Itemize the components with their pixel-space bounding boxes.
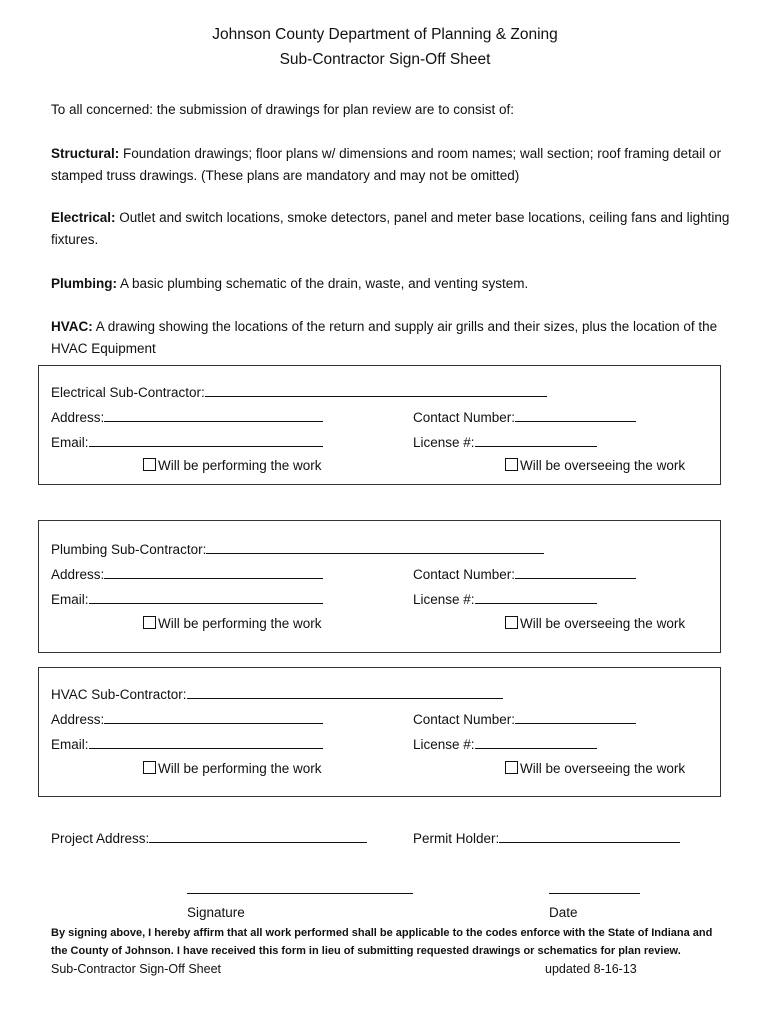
license-label: License #: xyxy=(413,737,475,752)
contact-blank[interactable] xyxy=(515,566,636,579)
overseeing-checkbox[interactable] xyxy=(505,761,518,774)
overseeing-checkbox[interactable] xyxy=(505,616,518,629)
address-blank[interactable] xyxy=(104,566,323,579)
email-blank[interactable] xyxy=(89,434,323,447)
license-blank[interactable] xyxy=(475,434,597,447)
contact-number-field[interactable] xyxy=(413,566,636,582)
email-field[interactable] xyxy=(51,736,323,752)
footer-updated: updated 8-16-13 xyxy=(545,962,637,976)
performing-label: Will be performing the work xyxy=(158,616,322,631)
license-blank[interactable] xyxy=(475,591,597,604)
requirement-plumbing xyxy=(51,273,731,295)
project-address-label: Project Address: xyxy=(51,831,150,846)
contact-label: Contact Number: xyxy=(413,712,516,727)
subcontractor-blank[interactable] xyxy=(205,384,547,397)
subcontractor-label: HVAC Sub-Contractor: xyxy=(51,687,187,702)
footer-form-name: Sub-Contractor Sign-Off Sheet xyxy=(51,962,221,976)
overseeing-label: Will be overseeing the work xyxy=(520,458,686,473)
address-blank[interactable] xyxy=(104,711,323,724)
signature-line[interactable] xyxy=(187,893,413,894)
performing-option[interactable] xyxy=(143,458,322,473)
contact-label: Contact Number: xyxy=(413,567,516,582)
email-label: Email: xyxy=(51,592,89,607)
subcontractor-label: Electrical Sub-Contractor: xyxy=(51,385,205,400)
license-field[interactable] xyxy=(413,434,597,450)
requirement-hvac xyxy=(51,316,731,360)
requirement-label: Electrical: xyxy=(51,210,116,225)
requirement-label: Structural: xyxy=(51,146,120,161)
performing-label: Will be performing the work xyxy=(158,458,322,473)
project-address-blank[interactable] xyxy=(149,830,367,843)
license-blank[interactable] xyxy=(475,736,597,749)
email-blank[interactable] xyxy=(89,736,323,749)
address-blank[interactable] xyxy=(104,409,323,422)
performing-checkbox[interactable] xyxy=(143,761,156,774)
date-line[interactable] xyxy=(549,893,640,894)
requirement-label: HVAC: xyxy=(51,319,93,334)
permit-holder-field[interactable] xyxy=(413,830,680,846)
permit-holder-label: Permit Holder: xyxy=(413,831,500,846)
performing-option[interactable] xyxy=(143,761,322,776)
address-field[interactable] xyxy=(51,566,323,582)
hvac-subcontractor-box xyxy=(38,667,721,797)
requirement-label: Plumbing: xyxy=(51,276,117,291)
electrical-subcontractor-box xyxy=(38,365,721,485)
email-label: Email: xyxy=(51,737,89,752)
requirement-text: Outlet and switch locations, smoke detectors, panel and meter base locations, ceiling fans and lighting fixtures. xyxy=(51,210,730,247)
performing-label: Will be performing the work xyxy=(158,761,322,776)
overseeing-option[interactable] xyxy=(505,458,685,473)
overseeing-label: Will be overseeing the work xyxy=(520,761,686,776)
title-line-1: Johnson County Department of Planning & Zoning xyxy=(212,26,558,43)
contact-blank[interactable] xyxy=(515,409,636,422)
address-label: Address: xyxy=(51,410,105,425)
subcontractor-label: Plumbing Sub-Contractor: xyxy=(51,542,207,557)
performing-option[interactable] xyxy=(143,616,322,631)
signature-label: Signature xyxy=(187,905,245,920)
requirement-text: A drawing showing the locations of the return and supply air grills and their sizes, plus the location of the HVAC Equipment xyxy=(51,319,718,356)
license-label: License #: xyxy=(413,592,475,607)
requirement-structural xyxy=(51,143,731,187)
overseeing-checkbox[interactable] xyxy=(505,458,518,471)
overseeing-option[interactable] xyxy=(505,761,685,776)
plumbing-subcontractor-field[interactable] xyxy=(51,541,544,557)
title-line-2: Sub-Contractor Sign-Off Sheet xyxy=(279,51,491,68)
address-label: Address: xyxy=(51,567,105,582)
address-label: Address: xyxy=(51,712,105,727)
affirmation-text: By signing above, I hereby affirm that all work performed shall be applicable to the codes enforce with the State of Indiana and the County of Johnson. I have received this form in lieu of submitting requested drawings or schematics for plan review. xyxy=(51,927,713,957)
license-label: License #: xyxy=(413,435,475,450)
requirement-electrical xyxy=(51,207,731,251)
intro-text: To all concerned: the submission of drawings for plan review are to consist of: xyxy=(51,102,514,117)
address-field[interactable] xyxy=(51,409,323,425)
subcontractor-blank[interactable] xyxy=(187,686,503,699)
contact-blank[interactable] xyxy=(515,711,636,724)
plumbing-subcontractor-box xyxy=(38,520,721,653)
performing-checkbox[interactable] xyxy=(143,616,156,629)
contact-number-field[interactable] xyxy=(413,409,636,425)
date-label: Date xyxy=(549,905,578,920)
contact-label: Contact Number: xyxy=(413,410,516,425)
hvac-subcontractor-field[interactable] xyxy=(51,686,503,702)
license-field[interactable] xyxy=(413,591,597,607)
requirement-text: Foundation drawings; floor plans w/ dimensions and room names; wall section; roof framing detail or stamped truss drawings. (These plans are mandatory and may not be omitted) xyxy=(51,146,722,183)
email-blank[interactable] xyxy=(89,591,323,604)
overseeing-option[interactable] xyxy=(505,616,685,631)
contact-number-field[interactable] xyxy=(413,711,636,727)
email-field[interactable] xyxy=(51,434,323,450)
email-label: Email: xyxy=(51,435,89,450)
electrical-subcontractor-field[interactable] xyxy=(51,384,547,400)
email-field[interactable] xyxy=(51,591,323,607)
subcontractor-blank[interactable] xyxy=(206,541,544,554)
requirement-text: A basic plumbing schematic of the drain, waste, and venting system. xyxy=(117,276,529,291)
address-field[interactable] xyxy=(51,711,323,727)
overseeing-label: Will be overseeing the work xyxy=(520,616,686,631)
license-field[interactable] xyxy=(413,736,597,752)
performing-checkbox[interactable] xyxy=(143,458,156,471)
project-address-field[interactable] xyxy=(51,830,367,846)
permit-holder-blank[interactable] xyxy=(499,830,680,843)
